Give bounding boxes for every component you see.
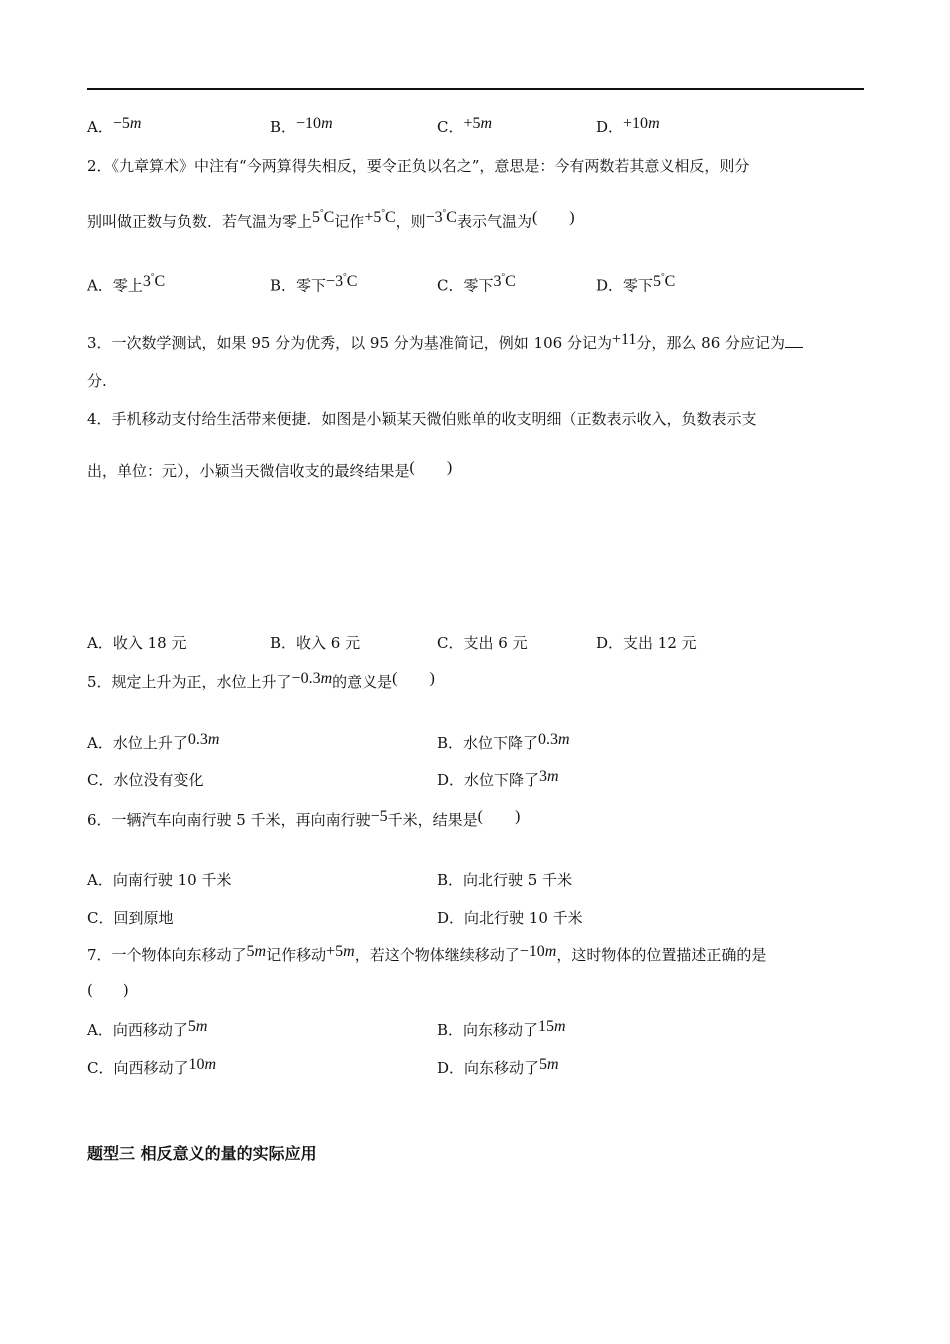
q1-option-c[interactable]: C．+5m [437,115,493,136]
q7-option-d[interactable]: D．向东移动了5m [437,1056,559,1077]
q1-option-c-value: +5m [463,115,493,132]
q2-temp-minus3: −3°C [425,208,457,227]
q5-option-b[interactable]: B．水位下降了0.3m [437,731,570,752]
q3-answer-blank[interactable] [785,333,803,348]
q2-option-b[interactable]: B．零下−3°C [270,272,358,295]
q4-stem-line1: 4．手机移动支付给生活带来便捷．如图是小颖某天微伯账单的收支明细（正数表示收入，负数表示支 [87,410,757,428]
q4-option-d[interactable]: D．支出 12 元 [596,634,697,652]
q5-stem: 5．规定上升为正，水位上升了−0.3m的意义是( ) [87,670,435,691]
q6-option-c[interactable]: C．回到原地 [87,909,174,927]
section-heading: 题型三 相反意义的量的实际应用 [87,1144,317,1163]
q2-stem-line2: 别叫做正数与负数．若气温为零上5°C记作+5°C，则−3°C表示气温为( ) [87,208,575,231]
q5-value: −0.3m [291,670,333,687]
q6-stem: 6．一辆汽车向南行驶 5 千米，再向南行驶−5千米，结果是( ) [87,808,521,829]
q6-answer-paren: ( ) [477,808,521,825]
q1-option-a[interactable]: A．−5m [87,115,142,136]
q6-value: −5 [370,808,388,825]
q5-option-c[interactable]: C．水位没有变化 [87,771,204,789]
q6-option-d[interactable]: D．向北行驶 10 千米 [437,909,583,927]
q2-option-c[interactable]: C．零下3°C [437,272,516,295]
q7-option-b[interactable]: B．向东移动了15m [437,1018,566,1039]
q2-option-d[interactable]: D．零下5°C [596,272,676,295]
q3-value: +11 [611,331,637,348]
q2-option-a[interactable]: A．零上3°C [87,272,166,295]
q4-stem-line2: 出，单位：元），小颖当天微信收支的最终结果是( ) [87,459,453,480]
q1-option-d[interactable]: D．+10m [596,115,660,136]
q7-option-c[interactable]: C．向西移动了10m [87,1056,217,1077]
q4-option-a[interactable]: A．收入 18 元 [87,634,187,652]
q6-option-a[interactable]: A．向南行驶 10 千米 [87,871,232,889]
q3-stem-line1: 3．一次数学测试，如果 95 分为优秀，以 95 分为基准简记，例如 106 分记为+11分，那么 86 分应记为 [87,332,803,355]
q1-option-d-value: +10m [623,115,660,132]
q1-option-b-value: −10m [296,115,333,132]
header-rule [87,88,864,90]
q7-stem-line1: 7．一个物体向东移动了5m记作移动+5m，若这个物体继续移动了−10m，这时物体的位置描述正确的是 [87,943,767,964]
q1-option-a-value: −5m [112,115,142,132]
q4-answer-paren: ( ) [409,459,453,476]
q1-option-b[interactable]: B．−10m [270,115,333,136]
q7-answer-paren: ( ) [87,981,129,999]
q6-option-b[interactable]: B．向北行驶 5 千米 [437,871,573,889]
q2-temp-5: 5°C [312,208,335,227]
q4-option-b[interactable]: B．收入 6 元 [270,634,361,652]
q7-option-a[interactable]: A．向西移动了5m [87,1018,208,1039]
q2-answer-paren: ( ) [531,209,575,227]
q5-option-a[interactable]: A．水位上升了0.3m [87,731,220,752]
q2-temp-plus5: +5°C [364,208,396,227]
q5-answer-paren: ( ) [392,670,435,687]
q3-stem-line2: 分. [87,372,107,390]
q5-option-d[interactable]: D．水位下降了3m [437,768,559,789]
q4-option-c[interactable]: C．支出 6 元 [437,634,528,652]
q2-stem-line1: 2．《九章算术》中注有“今两算得失相反，要令正负以名之”，意思是：今有两数若其意义相反，则分 [87,157,750,175]
